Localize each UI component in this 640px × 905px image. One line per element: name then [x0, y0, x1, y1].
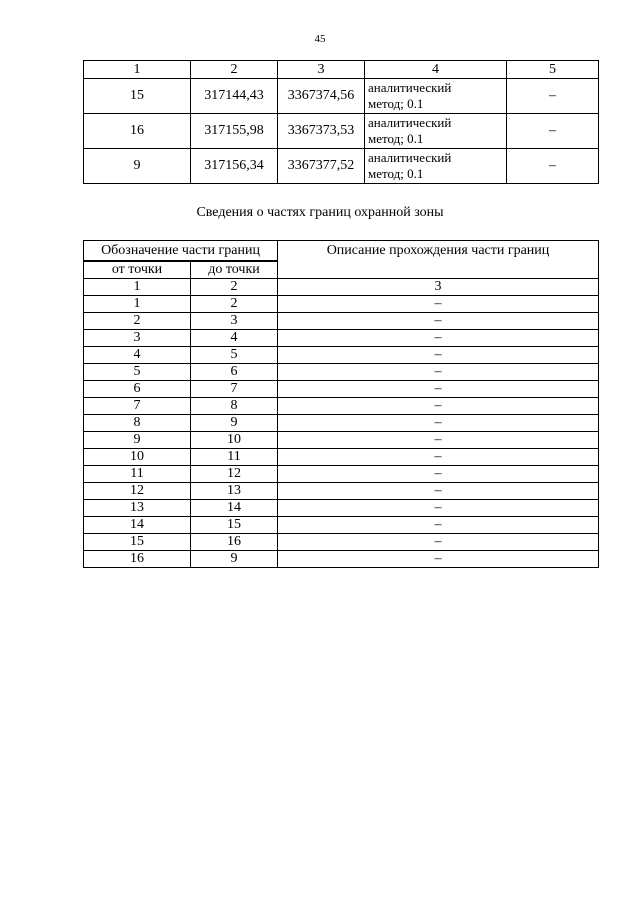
- description-cell: –: [278, 449, 599, 466]
- coordinate-y: 3367374,56: [278, 79, 365, 114]
- table-row: [84, 415, 599, 432]
- boundary-parts-table: [83, 240, 599, 568]
- from-point-cell: 12: [84, 483, 191, 500]
- table-row: [84, 534, 599, 551]
- description-cell: –: [278, 500, 599, 517]
- from-point-cell: 9: [84, 432, 191, 449]
- table-row: [84, 398, 599, 415]
- from-point-cell: 6: [84, 381, 191, 398]
- column-index-row: [84, 279, 599, 296]
- table-row: [84, 517, 599, 534]
- column-number-5: 5: [507, 61, 599, 79]
- table-row: [84, 483, 599, 500]
- point-number: 15: [84, 79, 191, 114]
- to-point-cell: 2: [191, 296, 278, 313]
- from-point-cell: 13: [84, 500, 191, 517]
- coordinate-x: 317156,34: [191, 149, 278, 184]
- column-index-2: 2: [191, 279, 278, 296]
- description-cell: –: [278, 483, 599, 500]
- to-point-cell: 6: [191, 364, 278, 381]
- description-cell: –: [278, 398, 599, 415]
- table-row: [84, 500, 599, 517]
- note-cell: –: [507, 114, 599, 149]
- table-row: [84, 449, 599, 466]
- description-cell: –: [278, 466, 599, 483]
- table-row: [84, 79, 599, 114]
- note-cell: –: [507, 149, 599, 184]
- to-point-cell: 16: [191, 534, 278, 551]
- from-point-cell: 11: [84, 466, 191, 483]
- description-header: Описание прохождения части границ: [278, 241, 599, 279]
- table-row: [84, 114, 599, 149]
- table-row: [84, 313, 599, 330]
- coordinate-y: 3367377,52: [278, 149, 365, 184]
- from-point-cell: 16: [84, 551, 191, 568]
- column-index-3: 3: [278, 279, 599, 296]
- method-text: аналитический: [368, 80, 452, 95]
- table-row: [84, 330, 599, 347]
- precision-text: метод; 0.1: [368, 96, 424, 111]
- to-point-cell: 12: [191, 466, 278, 483]
- to-point-cell: 13: [191, 483, 278, 500]
- from-point-cell: 4: [84, 347, 191, 364]
- description-cell: –: [278, 517, 599, 534]
- table-row: [84, 381, 599, 398]
- page-number: 45: [314, 33, 326, 45]
- method-text: аналитический: [368, 150, 452, 165]
- to-point-cell: 10: [191, 432, 278, 449]
- from-point-cell: 7: [84, 398, 191, 415]
- to-point-cell: 3: [191, 313, 278, 330]
- description-cell: –: [278, 551, 599, 568]
- description-cell: –: [278, 432, 599, 449]
- to-point-cell: 11: [191, 449, 278, 466]
- precision-text: метод; 0.1: [368, 166, 424, 181]
- table-header-row: [84, 241, 599, 262]
- column-number-1: 1: [84, 61, 191, 79]
- column-number-4: 4: [365, 61, 507, 79]
- point-number: 16: [84, 114, 191, 149]
- description-cell: –: [278, 381, 599, 398]
- from-point-cell: 8: [84, 415, 191, 432]
- section-title: Сведения о частях границ охранной зоны: [196, 205, 444, 220]
- to-point-cell: 4: [191, 330, 278, 347]
- description-cell: –: [278, 415, 599, 432]
- coordinate-x: 317144,43: [191, 79, 278, 114]
- coordinates-table: [83, 60, 599, 184]
- column-number-3: 3: [278, 61, 365, 79]
- description-cell: –: [278, 313, 599, 330]
- to-point-header: до точки: [191, 261, 278, 279]
- description-cell: –: [278, 347, 599, 364]
- description-cell: –: [278, 330, 599, 347]
- method-cell: [365, 149, 507, 184]
- column-number-2: 2: [191, 61, 278, 79]
- from-point-cell: 2: [84, 313, 191, 330]
- description-cell: –: [278, 534, 599, 551]
- method-text: аналитический: [368, 115, 452, 130]
- to-point-cell: 14: [191, 500, 278, 517]
- table-row: [84, 296, 599, 313]
- table-row: [84, 149, 599, 184]
- precision-text: метод; 0.1: [368, 131, 424, 146]
- to-point-cell: 9: [191, 551, 278, 568]
- from-point-header: от точки: [84, 261, 191, 279]
- to-point-cell: 5: [191, 347, 278, 364]
- table-row: [84, 551, 599, 568]
- note-cell: –: [507, 79, 599, 114]
- description-cell: –: [278, 296, 599, 313]
- description-cell: –: [278, 364, 599, 381]
- from-point-cell: 10: [84, 449, 191, 466]
- column-index-1: 1: [84, 279, 191, 296]
- from-point-cell: 5: [84, 364, 191, 381]
- table-row: [84, 364, 599, 381]
- to-point-cell: 9: [191, 415, 278, 432]
- method-cell: [365, 79, 507, 114]
- point-number: 9: [84, 149, 191, 184]
- from-point-cell: 14: [84, 517, 191, 534]
- boundary-part-designation-header: Обозначение части границ: [84, 241, 278, 262]
- table-row: [84, 466, 599, 483]
- from-point-cell: 1: [84, 296, 191, 313]
- to-point-cell: 7: [191, 381, 278, 398]
- coordinate-x: 317155,98: [191, 114, 278, 149]
- to-point-cell: 15: [191, 517, 278, 534]
- method-cell: [365, 114, 507, 149]
- from-point-cell: 3: [84, 330, 191, 347]
- table-row: [84, 347, 599, 364]
- table-row: [84, 432, 599, 449]
- from-point-cell: 15: [84, 534, 191, 551]
- to-point-cell: 8: [191, 398, 278, 415]
- table-header-row: [84, 61, 599, 79]
- coordinate-y: 3367373,53: [278, 114, 365, 149]
